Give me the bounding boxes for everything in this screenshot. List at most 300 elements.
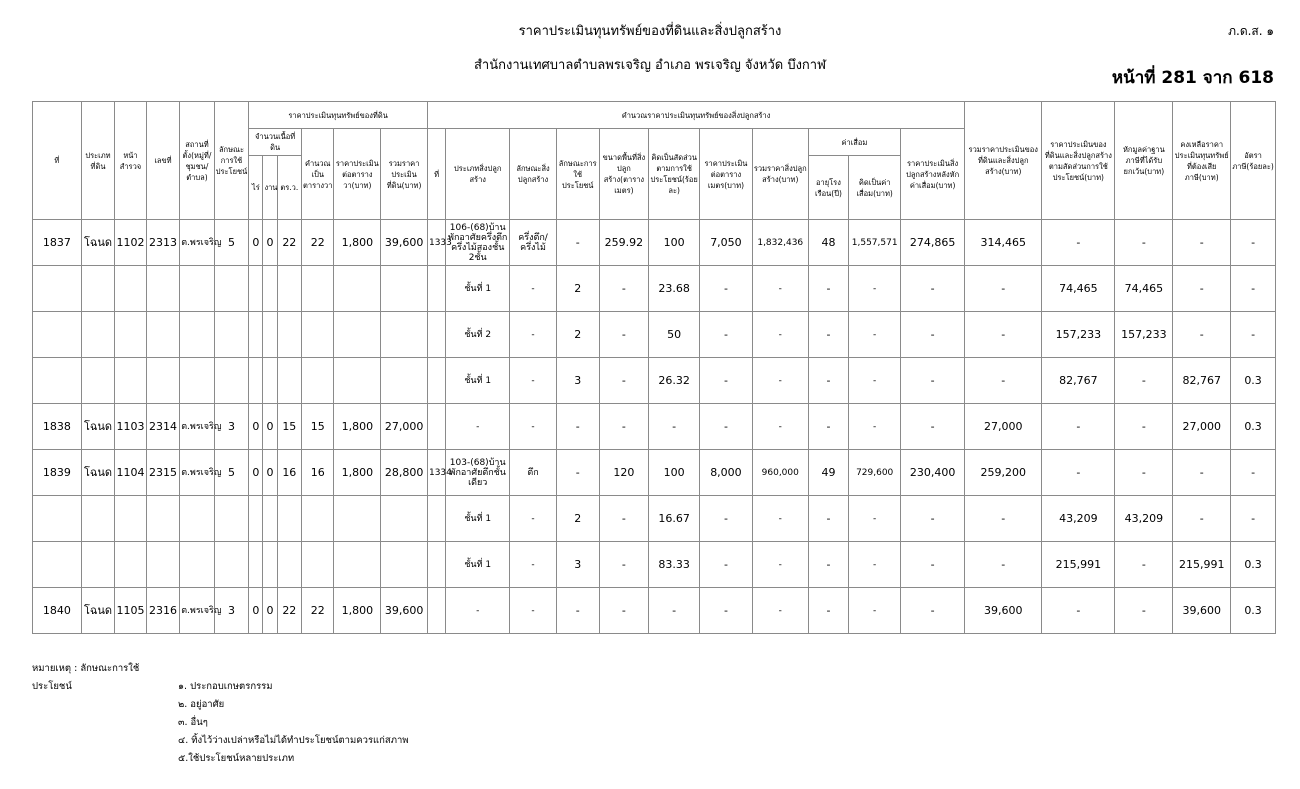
- notes-lead: หมายเหตุ : ลักษณะการใช้ประโยชน์: [32, 663, 140, 692]
- cell-use-ratio: 26.32: [649, 358, 700, 404]
- cell-bldg-area: -: [599, 588, 649, 634]
- cell-land-type: โฉนด: [81, 450, 115, 496]
- cell-bldg-use: 3: [556, 358, 599, 404]
- form-code: ภ.ด.ส. ๑: [1228, 24, 1274, 38]
- cell-bldg-type: ชั้นที่ 1: [446, 542, 510, 588]
- document-title: ราคาประเมินทุนทรัพย์ของที่ดินและสิ่งปลูกสร้าง: [518, 24, 782, 39]
- cell-dep-amount: -: [849, 358, 901, 404]
- cell-use-type: 5: [214, 220, 249, 266]
- cell-bldg-after-dep: -: [901, 496, 965, 542]
- cell-bldg-no: 1334: [427, 450, 445, 496]
- cell-calc-sqwa: [302, 358, 334, 404]
- cell-total-land-value: [381, 266, 428, 312]
- col-header-location: สถานที่ตั้ง(หมู่ที่/ชุมชน/ตำบล): [180, 102, 215, 220]
- cell-tax-rate: -: [1231, 450, 1276, 496]
- col-header-bldg-after-dep: ราคาประเมินสิ่งปลูกสร้างหลังหักค่าเสื่อม(บาท): [901, 129, 965, 220]
- cell-bldg-area: -: [599, 358, 649, 404]
- table-row: [33, 542, 1276, 588]
- col-header-land-type: ประเภทที่ดิน: [81, 102, 115, 220]
- cell-taxable-value: -: [1173, 312, 1231, 358]
- cell-survey-page: [115, 542, 146, 588]
- cell-land-price-per-wa: 1,800: [334, 220, 381, 266]
- cell-bldg-area: -: [599, 404, 649, 450]
- cell-bldg-no: [427, 266, 445, 312]
- cell-ngan: 0: [263, 450, 277, 496]
- cell-bldg-area: -: [599, 266, 649, 312]
- cell-value-by-use: 74,465: [1042, 266, 1115, 312]
- cell-use-type: [214, 496, 249, 542]
- cell-ngan: [263, 496, 277, 542]
- cell-bldg-use: -: [556, 220, 599, 266]
- cell-price-per-sqm: -: [700, 588, 753, 634]
- cell-location: ต.พรเจริญ: [180, 220, 215, 266]
- col-header-ngan: งาน: [263, 156, 277, 220]
- cell-use-ratio: -: [649, 404, 700, 450]
- cell-total-bldg-price: -: [752, 542, 808, 588]
- table-row: [33, 220, 1276, 266]
- cell-use-type: 3: [214, 588, 249, 634]
- cell-rai: 0: [249, 220, 263, 266]
- cell-dep-amount: -: [849, 588, 901, 634]
- cell-value-by-use: -: [1042, 220, 1115, 266]
- cell-total-land-value: 39,600: [381, 220, 428, 266]
- document-subtitle: สำนักงานเทศบาลตำบลพรเจริญ อำเภอ พรเจริญ จังหวัด บึงกาฬ: [473, 58, 826, 73]
- cell-parcel-no: [146, 542, 180, 588]
- cell-bldg-nature: ตึก: [510, 450, 557, 496]
- cell-bldg-use: -: [556, 404, 599, 450]
- cell-no: [33, 312, 82, 358]
- cell-total-land-value: 28,800: [381, 450, 428, 496]
- cell-parcel-no: 2315: [146, 450, 180, 496]
- cell-tax-rate: -: [1231, 266, 1276, 312]
- cell-no: 1839: [33, 450, 82, 496]
- cell-survey-page: [115, 496, 146, 542]
- col-header-tax-rate: อัตราภาษี(ร้อยละ): [1231, 102, 1276, 220]
- cell-dep-amount: 1,557,571: [849, 220, 901, 266]
- cell-bldg-nature: -: [510, 588, 557, 634]
- cell-total-land-value: 27,000: [381, 404, 428, 450]
- cell-taxable-value: -: [1173, 266, 1231, 312]
- cell-bldg-type: ชั้นที่ 2: [446, 312, 510, 358]
- cell-bldg-area: 259.92: [599, 220, 649, 266]
- cell-rai: 0: [249, 588, 263, 634]
- cell-rai: [249, 266, 263, 312]
- cell-survey-page: [115, 358, 146, 404]
- col-header-value-by-use: ราคาประเมินของที่ดินและสิ่งปลูกสร้างตามสัดส่วนการใช้ประโยชน์(บาท): [1042, 102, 1115, 220]
- col-header-land-price-per-wa: ราคาประเมินต่อตารางวา(บาท): [334, 129, 381, 220]
- cell-bldg-nature: -: [510, 404, 557, 450]
- cell-taxable-value: 39,600: [1173, 588, 1231, 634]
- col-header-use-type: ลักษณะการใช้ประโยชน์: [214, 102, 249, 220]
- cell-bldg-type: 103-(68)บ้านพักอาศัยตึกชั้นเดียว: [446, 450, 510, 496]
- cell-age: -: [808, 588, 849, 634]
- col-header-taxable-value: คงเหลือราคาประเมินทุนทรัพย์ที่ต้องเสียภาษี(บาท): [1173, 102, 1231, 220]
- cell-age: -: [808, 542, 849, 588]
- cell-no: [33, 266, 82, 312]
- cell-land-price-per-wa: [334, 496, 381, 542]
- cell-wa: [277, 312, 301, 358]
- cell-bldg-nature: -: [510, 496, 557, 542]
- table-row: [33, 266, 1276, 312]
- cell-rai: [249, 542, 263, 588]
- group-header-land: ราคาประเมินทุนทรัพย์ของที่ดิน: [249, 102, 428, 129]
- cell-value-by-use: -: [1042, 450, 1115, 496]
- cell-location: ต.พรเจริญ: [180, 404, 215, 450]
- cell-calc-sqwa: 22: [302, 588, 334, 634]
- cell-land-price-per-wa: [334, 542, 381, 588]
- cell-use-type: [214, 358, 249, 404]
- cell-survey-page: 1104: [115, 450, 146, 496]
- cell-land-price-per-wa: [334, 358, 381, 404]
- cell-land-price-per-wa: 1,800: [334, 588, 381, 634]
- cell-use-ratio: 50: [649, 312, 700, 358]
- cell-wa: [277, 358, 301, 404]
- cell-location: [180, 542, 215, 588]
- cell-land-type: [81, 542, 115, 588]
- cell-bldg-type: -: [446, 404, 510, 450]
- col-header-survey-page: หน้าสำรวจ: [115, 102, 146, 220]
- cell-land-type: โฉนด: [81, 220, 115, 266]
- cell-price-per-sqm: -: [700, 542, 753, 588]
- cell-land-price-per-wa: [334, 266, 381, 312]
- cell-taxable-value: -: [1173, 220, 1231, 266]
- cell-tax-rate: -: [1231, 220, 1276, 266]
- group-header-building: คำนวณราคาประเมินทุนทรัพย์ของสิ่งปลูกสร้าง: [427, 102, 964, 129]
- col-header-deduction: หักมูลค่าฐานภาษีที่ได้รับยกเว้น(บาท): [1115, 102, 1173, 220]
- cell-total-land-value: [381, 358, 428, 404]
- cell-use-type: [214, 312, 249, 358]
- cell-parcel-no: [146, 496, 180, 542]
- cell-total-land-value: [381, 542, 428, 588]
- cell-calc-sqwa: [302, 496, 334, 542]
- cell-total-land-bldg: 259,200: [965, 450, 1042, 496]
- table-row: [33, 358, 1276, 404]
- cell-ngan: 0: [263, 588, 277, 634]
- cell-wa: 16: [277, 450, 301, 496]
- cell-location: [180, 266, 215, 312]
- cell-dep-amount: -: [849, 542, 901, 588]
- col-header-parcel-no: เลขที่: [146, 102, 180, 220]
- cell-bldg-no: 1333: [427, 220, 445, 266]
- cell-value-by-use: 82,767: [1042, 358, 1115, 404]
- cell-bldg-area: -: [599, 542, 649, 588]
- cell-land-type: [81, 358, 115, 404]
- table-body: [33, 220, 1276, 634]
- cell-price-per-sqm: 7,050: [700, 220, 753, 266]
- cell-location: ต.พรเจริญ: [180, 588, 215, 634]
- cell-land-type: [81, 266, 115, 312]
- cell-tax-rate: 0.3: [1231, 542, 1276, 588]
- cell-bldg-use: 2: [556, 312, 599, 358]
- cell-bldg-after-dep: -: [901, 358, 965, 404]
- cell-bldg-use: 2: [556, 266, 599, 312]
- cell-bldg-no: [427, 404, 445, 450]
- cell-ngan: [263, 358, 277, 404]
- cell-bldg-use: -: [556, 588, 599, 634]
- cell-survey-page: [115, 312, 146, 358]
- cell-use-ratio: 23.68: [649, 266, 700, 312]
- cell-calc-sqwa: 15: [302, 404, 334, 450]
- cell-ngan: [263, 266, 277, 312]
- cell-survey-page: 1105: [115, 588, 146, 634]
- cell-bldg-after-dep: -: [901, 588, 965, 634]
- cell-bldg-no: [427, 588, 445, 634]
- cell-bldg-type: 106-(68)บ้านพักอาศัยครึ่งตึกครึ่งไม้สองชั้น 2ชั้น: [446, 220, 510, 266]
- cell-total-land-value: 39,600: [381, 588, 428, 634]
- note-item: ๕.ใช้ประโยชน์หลายประเภท: [178, 753, 295, 764]
- cell-total-land-bldg: -: [965, 266, 1042, 312]
- cell-ngan: 0: [263, 220, 277, 266]
- cell-total-bldg-price: -: [752, 358, 808, 404]
- cell-tax-rate: 0.3: [1231, 588, 1276, 634]
- cell-bldg-use: 2: [556, 496, 599, 542]
- cell-deduction: 74,465: [1115, 266, 1173, 312]
- cell-bldg-after-dep: -: [901, 312, 965, 358]
- cell-total-land-bldg: -: [965, 496, 1042, 542]
- cell-taxable-value: 215,991: [1173, 542, 1231, 588]
- cell-age: -: [808, 404, 849, 450]
- cell-bldg-after-dep: -: [901, 404, 965, 450]
- note-item: ๓. อื่นๆ: [178, 717, 208, 728]
- cell-deduction: -: [1115, 220, 1173, 266]
- cell-land-price-per-wa: 1,800: [334, 404, 381, 450]
- table-row: [33, 312, 1276, 358]
- cell-age: -: [808, 358, 849, 404]
- cell-no: [33, 542, 82, 588]
- cell-total-bldg-price: 1,832,436: [752, 220, 808, 266]
- cell-total-land-value: [381, 312, 428, 358]
- cell-value-by-use: -: [1042, 404, 1115, 450]
- cell-parcel-no: [146, 358, 180, 404]
- cell-survey-page: 1102: [115, 220, 146, 266]
- cell-wa: 22: [277, 588, 301, 634]
- cell-bldg-after-dep: 230,400: [901, 450, 965, 496]
- cell-rai: [249, 496, 263, 542]
- cell-taxable-value: 82,767: [1173, 358, 1231, 404]
- cell-total-land-bldg: -: [965, 542, 1042, 588]
- cell-age: -: [808, 312, 849, 358]
- cell-deduction: -: [1115, 358, 1173, 404]
- col-header-bldg-type: ประเภทสิ่งปลูกสร้าง: [446, 129, 510, 220]
- cell-ngan: 0: [263, 404, 277, 450]
- note-item: ๑. ประกอบเกษตรกรรม: [178, 681, 273, 692]
- cell-bldg-no: [427, 358, 445, 404]
- cell-use-ratio: 100: [649, 450, 700, 496]
- cell-deduction: -: [1115, 450, 1173, 496]
- cell-taxable-value: 27,000: [1173, 404, 1231, 450]
- cell-ngan: [263, 542, 277, 588]
- cell-use-type: [214, 266, 249, 312]
- cell-calc-sqwa: [302, 312, 334, 358]
- note-item: ๒. อยู่อาศัย: [178, 699, 225, 710]
- group-header-area: จำนวนเนื้อที่ดิน: [249, 129, 302, 156]
- cell-dep-amount: -: [849, 404, 901, 450]
- cell-deduction: -: [1115, 588, 1173, 634]
- cell-wa: [277, 266, 301, 312]
- cell-land-price-per-wa: [334, 312, 381, 358]
- page-number: หน้าที่ 281 จาก 618: [1111, 68, 1274, 88]
- cell-price-per-sqm: -: [700, 404, 753, 450]
- cell-bldg-no: [427, 496, 445, 542]
- cell-total-land-bldg: -: [965, 312, 1042, 358]
- assessment-table: [32, 101, 1276, 634]
- cell-age: 48: [808, 220, 849, 266]
- cell-total-bldg-price: -: [752, 266, 808, 312]
- footnotes: [32, 660, 409, 768]
- cell-price-per-sqm: -: [700, 312, 753, 358]
- cell-ngan: [263, 312, 277, 358]
- col-header-no: ที่: [33, 102, 82, 220]
- cell-use-type: 3: [214, 404, 249, 450]
- cell-wa: [277, 496, 301, 542]
- cell-total-land-bldg: -: [965, 358, 1042, 404]
- cell-bldg-type: -: [446, 588, 510, 634]
- cell-tax-rate: -: [1231, 496, 1276, 542]
- cell-total-land-bldg: 39,600: [965, 588, 1042, 634]
- cell-value-by-use: 157,233: [1042, 312, 1115, 358]
- cell-use-ratio: -: [649, 588, 700, 634]
- cell-bldg-type: ชั้นที่ 1: [446, 496, 510, 542]
- cell-value-by-use: 215,991: [1042, 542, 1115, 588]
- cell-location: [180, 496, 215, 542]
- cell-bldg-nature: ครึ่งตึก/ครึ่งไม้: [510, 220, 557, 266]
- cell-land-price-per-wa: 1,800: [334, 450, 381, 496]
- col-header-dep-amount: คิดเป็นค่าเสื่อม(บาท): [849, 156, 901, 220]
- cell-bldg-use: 3: [556, 542, 599, 588]
- cell-calc-sqwa: [302, 542, 334, 588]
- cell-tax-rate: 0.3: [1231, 404, 1276, 450]
- cell-rai: 0: [249, 404, 263, 450]
- cell-total-bldg-price: -: [752, 404, 808, 450]
- cell-dep-amount: -: [849, 312, 901, 358]
- col-header-bldg-area: ขนาดพื้นที่สิ่งปลูกสร้าง(ตารางเมตร): [599, 129, 649, 220]
- col-header-calc-sqwa: คำนวณเป็นตารางวา: [302, 129, 334, 220]
- cell-total-bldg-price: 960,000: [752, 450, 808, 496]
- cell-use-ratio: 100: [649, 220, 700, 266]
- cell-land-type: [81, 496, 115, 542]
- cell-value-by-use: 43,209: [1042, 496, 1115, 542]
- cell-age: 49: [808, 450, 849, 496]
- cell-bldg-area: -: [599, 312, 649, 358]
- cell-tax-rate: 0.3: [1231, 358, 1276, 404]
- table-row: [33, 450, 1276, 496]
- cell-rai: 0: [249, 450, 263, 496]
- col-header-bldg-nature: ลักษณะสิ่งปลูกสร้าง: [510, 129, 557, 220]
- col-header-total-land-bldg: รวมราคาประเมินของที่ดินและสิ่งปลูกสร้าง(บาท): [965, 102, 1042, 220]
- cell-total-bldg-price: -: [752, 588, 808, 634]
- cell-dep-amount: -: [849, 266, 901, 312]
- cell-land-type: โฉนด: [81, 404, 115, 450]
- cell-location: [180, 358, 215, 404]
- cell-bldg-area: 120: [599, 450, 649, 496]
- cell-calc-sqwa: 22: [302, 220, 334, 266]
- table-row: [33, 496, 1276, 542]
- cell-total-land-bldg: 314,465: [965, 220, 1042, 266]
- cell-total-land-value: [381, 496, 428, 542]
- cell-total-bldg-price: -: [752, 312, 808, 358]
- cell-bldg-no: [427, 312, 445, 358]
- cell-price-per-sqm: 8,000: [700, 450, 753, 496]
- cell-calc-sqwa: 16: [302, 450, 334, 496]
- cell-location: ต.พรเจริญ: [180, 450, 215, 496]
- cell-price-per-sqm: -: [700, 358, 753, 404]
- cell-bldg-use: -: [556, 450, 599, 496]
- cell-tax-rate: -: [1231, 312, 1276, 358]
- col-header-price-per-sqm: ราคาประเมินต่อตารางเมตร(บาท): [700, 129, 753, 220]
- col-header-bldg-use: ลักษณะการใช้ประโยชน์: [556, 129, 599, 220]
- col-header-use-ratio: คิดเป็นสัดส่วนตามการใช้ประโยชน์(ร้อยละ): [649, 129, 700, 220]
- cell-bldg-nature: -: [510, 358, 557, 404]
- cell-parcel-no: 2314: [146, 404, 180, 450]
- cell-parcel-no: [146, 312, 180, 358]
- cell-bldg-nature: -: [510, 542, 557, 588]
- col-header-bldg-no: ที่: [427, 129, 445, 220]
- cell-value-by-use: -: [1042, 588, 1115, 634]
- cell-parcel-no: 2316: [146, 588, 180, 634]
- cell-taxable-value: -: [1173, 450, 1231, 496]
- cell-bldg-type: ชั้นที่ 1: [446, 358, 510, 404]
- table-row: [33, 404, 1276, 450]
- cell-land-type: [81, 312, 115, 358]
- cell-deduction: 43,209: [1115, 496, 1173, 542]
- cell-rai: [249, 358, 263, 404]
- cell-age: -: [808, 266, 849, 312]
- cell-total-land-bldg: 27,000: [965, 404, 1042, 450]
- note-item: ๔. ทิ้งไว้ว่างเปล่าหรือไม่ได้ทำประโยชน์ตามควรแก่สภาพ: [178, 735, 409, 746]
- cell-bldg-area: -: [599, 496, 649, 542]
- cell-wa: [277, 542, 301, 588]
- col-header-rai: ไร่: [249, 156, 263, 220]
- cell-wa: 15: [277, 404, 301, 450]
- cell-use-ratio: 16.67: [649, 496, 700, 542]
- cell-survey-page: 1103: [115, 404, 146, 450]
- cell-dep-amount: 729,600: [849, 450, 901, 496]
- cell-use-type: [214, 542, 249, 588]
- cell-no: 1838: [33, 404, 82, 450]
- cell-total-bldg-price: -: [752, 496, 808, 542]
- cell-bldg-no: [427, 542, 445, 588]
- cell-deduction: -: [1115, 542, 1173, 588]
- cell-deduction: 157,233: [1115, 312, 1173, 358]
- cell-no: [33, 358, 82, 404]
- cell-price-per-sqm: -: [700, 266, 753, 312]
- cell-no: [33, 496, 82, 542]
- cell-no: 1840: [33, 588, 82, 634]
- col-header-age: อายุโรงเรือน(ปี): [808, 156, 849, 220]
- cell-location: [180, 312, 215, 358]
- cell-bldg-after-dep: -: [901, 266, 965, 312]
- cell-age: -: [808, 496, 849, 542]
- cell-taxable-value: -: [1173, 496, 1231, 542]
- cell-price-per-sqm: -: [700, 496, 753, 542]
- cell-calc-sqwa: [302, 266, 334, 312]
- cell-deduction: -: [1115, 404, 1173, 450]
- col-header-total-land-value: รวมราคาประเมินที่ดิน(บาท): [381, 129, 428, 220]
- cell-wa: 22: [277, 220, 301, 266]
- col-header-total-bldg-price: รวมราคาสิ่งปลูกสร้าง(บาท): [752, 129, 808, 220]
- cell-bldg-after-dep: 274,865: [901, 220, 965, 266]
- cell-bldg-nature: -: [510, 312, 557, 358]
- cell-bldg-type: ชั้นที่ 1: [446, 266, 510, 312]
- cell-bldg-nature: -: [510, 266, 557, 312]
- cell-parcel-no: 2313: [146, 220, 180, 266]
- cell-rai: [249, 312, 263, 358]
- col-header-wa: ตร.ว.: [277, 156, 301, 220]
- cell-survey-page: [115, 266, 146, 312]
- cell-land-type: โฉนด: [81, 588, 115, 634]
- table-row: [33, 588, 1276, 634]
- cell-parcel-no: [146, 266, 180, 312]
